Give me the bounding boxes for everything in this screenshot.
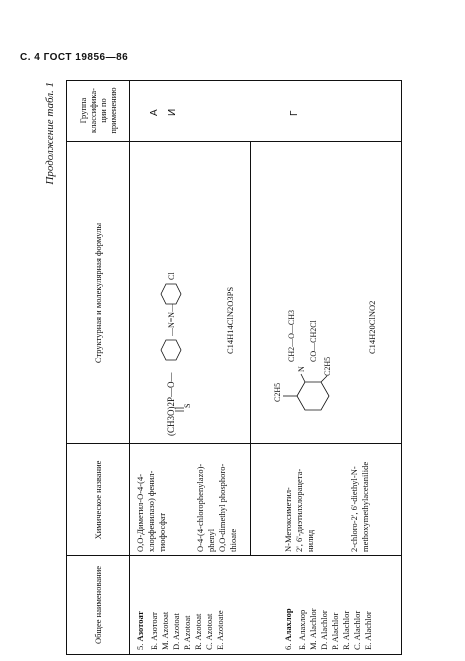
struct-6-ethyl-bottom: C2H5: [323, 356, 332, 376]
synonym: М. Alachlor: [308, 608, 318, 650]
row-name: Алахлор: [283, 608, 293, 642]
synonym: D. Azotoat: [171, 613, 181, 650]
table-row-5-common: [135, 558, 226, 650]
molecular-formula-6: C14H20ClNO2: [367, 300, 377, 354]
synonym: C. Alachlor: [352, 610, 362, 650]
table-row-5-chem-en: [195, 446, 239, 552]
table-continuation-title: Продолжение табл. 1: [44, 82, 56, 185]
synonym: R. Alachlor: [341, 610, 351, 650]
double-bond-icon: [175, 404, 185, 414]
chem-line: хлорфенилазо) фенил-: [146, 470, 156, 552]
table-row-5-chem-ru: [135, 446, 168, 552]
synonym: M. Azotoat: [160, 611, 170, 650]
synonym: P. Azotoat: [182, 615, 192, 650]
chem-line: phenyl: [206, 528, 216, 552]
row-inner-rule: [250, 142, 251, 556]
struct-6-chloroacetyl: CO—CH2Cl: [309, 320, 318, 362]
column-header-chemical-name: Химическое название: [93, 460, 103, 540]
column-header-common-name: Общее наименование: [93, 565, 103, 645]
synonym: C. Azotoat: [204, 613, 214, 650]
column-header-structure: Структурная и молекулярная формулы: [93, 222, 103, 364]
table-row-6-chem-ru: [283, 446, 316, 552]
chem-line: N-Метоксиметил-: [283, 487, 293, 552]
synonym: Б. Алахлор: [297, 609, 307, 650]
row-number: 5.: [135, 643, 145, 650]
group-code: А: [149, 109, 160, 116]
classification-table: [66, 80, 402, 655]
rotated-table-area: [44, 80, 412, 655]
struct-5-sulfur: S: [183, 403, 192, 408]
struct-6-nitrogen: N: [297, 366, 306, 372]
synonym: D. Alachlor: [319, 610, 329, 650]
page-header: С. 4 ГОСТ 19856—86: [20, 52, 129, 63]
row-number: 6.: [283, 643, 293, 650]
chem-line: thioate: [228, 528, 238, 552]
struct-5-cl: Cl: [167, 272, 176, 280]
chem-line: O-4-(4-chlorophenylazo)-: [195, 463, 205, 552]
benzene-ring-icon: [160, 338, 182, 362]
struct-6-ethyl-top: C2H5: [273, 382, 282, 402]
molecular-formula-5: C14H14ClN2O3PS: [225, 286, 235, 354]
table-row-6-chem-en: [349, 446, 371, 552]
synonym: E. Azotoate: [215, 610, 225, 650]
group-code: И: [167, 108, 178, 116]
struct-5-left: (CH3O)2P—O—: [166, 372, 176, 436]
synonym: E. Alachlor: [363, 611, 373, 650]
chem-line: methoxymethylacetanilide: [360, 461, 370, 552]
struct-5-azo: —N=N—: [167, 303, 176, 336]
benzene-ring-icon: [160, 282, 182, 306]
synonym: R. Azotoat: [193, 613, 203, 650]
benzene-ring-icon: [283, 372, 343, 414]
group-code: Г: [289, 110, 300, 116]
synonym: P. Alachlor: [330, 612, 340, 650]
column-header-group: Группа классифика-ции по применению: [78, 87, 118, 134]
synonym: Б. Азотоат: [149, 612, 159, 650]
chem-line: O,O-dimethyl phosphoro-: [217, 463, 227, 552]
chem-line: 2', 6'-диэтилхлорацета-: [294, 468, 304, 552]
chem-line: 2-chloro-2', 6'-diethyl-N-: [349, 466, 359, 552]
chem-line: тиофосфат: [157, 512, 167, 552]
chem-line: нилид: [305, 529, 315, 552]
row-name: Азотоат: [135, 611, 145, 642]
chem-line: О,О-Диметил-О-4-(4-: [135, 473, 145, 552]
struct-6-methoxymethyl: CH2—O—CH3: [287, 309, 296, 362]
header-rule: [129, 81, 130, 654]
table-row-6-common: [283, 558, 374, 650]
